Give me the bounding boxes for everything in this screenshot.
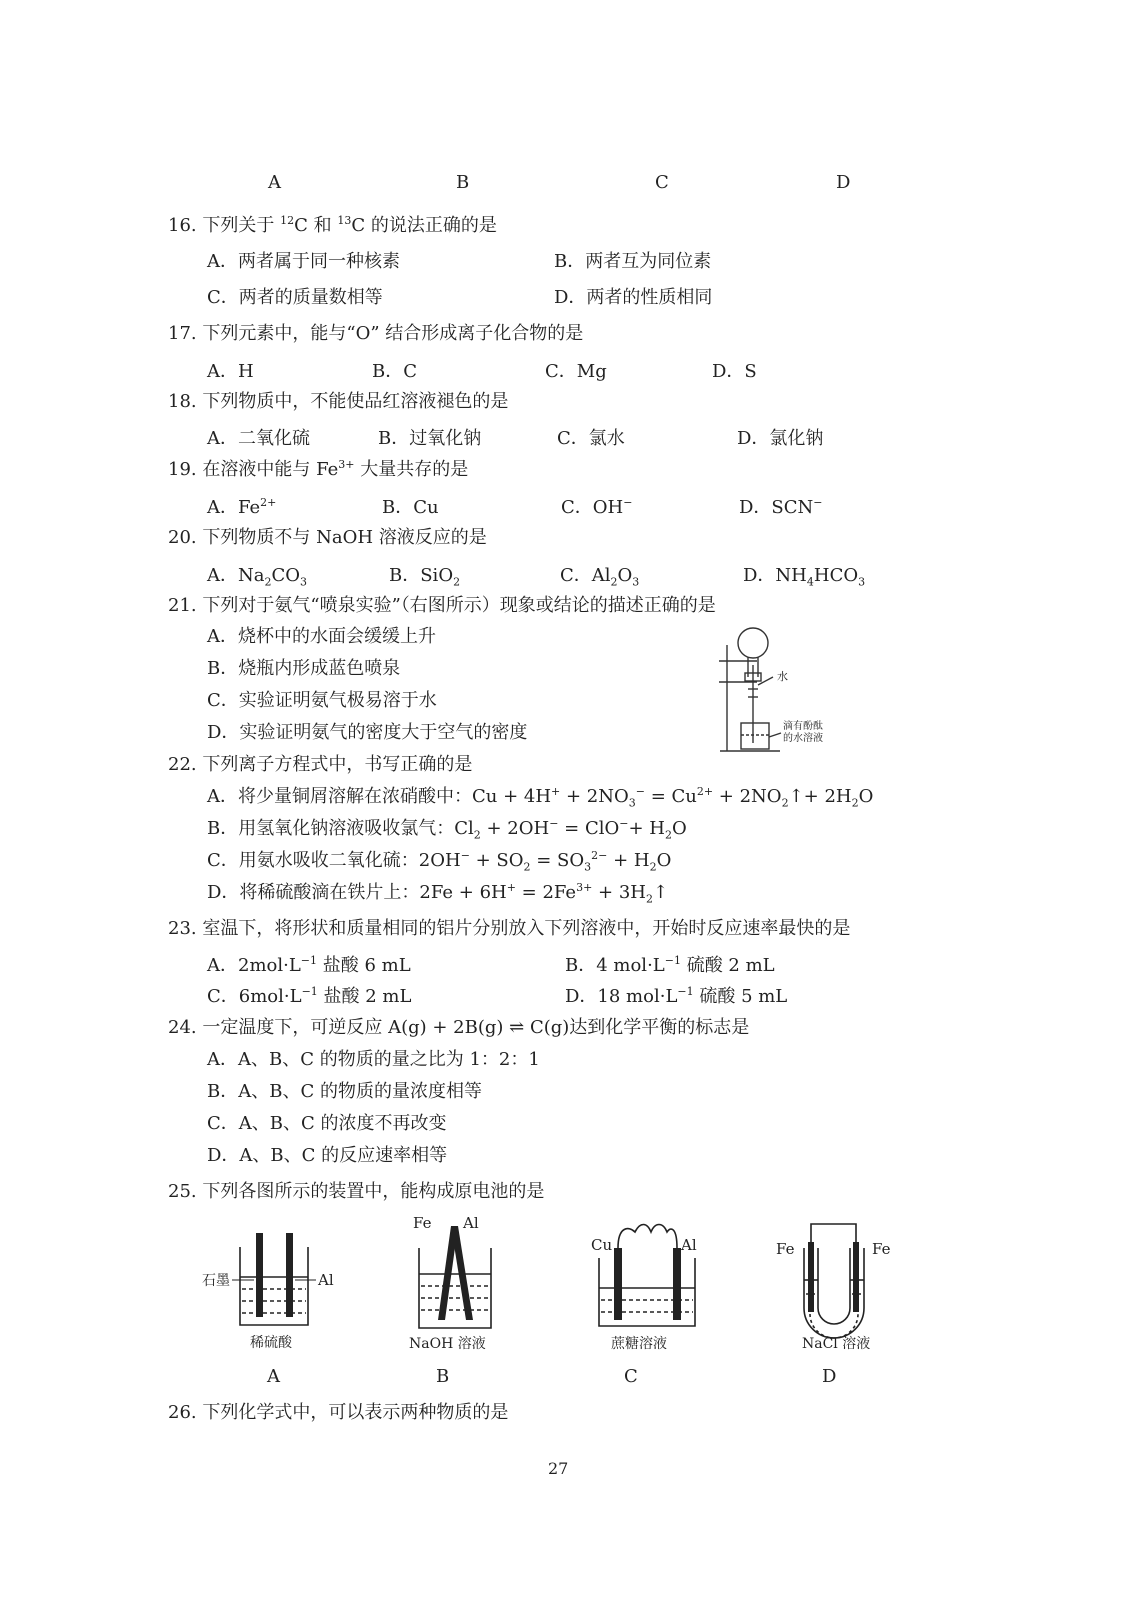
cell-figure-d xyxy=(770,1218,900,1358)
question-22-stem: 22. 下列离子方程式中，书写正确的是 xyxy=(168,754,473,775)
top-label-d: D xyxy=(836,172,851,193)
q24-option-a: A．A、B、C 的物质的量之比为 1：2：1 xyxy=(207,1049,540,1070)
q23-option-c: C．$6mol\cdot L^{-1}$ 盐酸 2 mL xyxy=(207,985,412,1007)
q21-option-b: B．烧瓶内形成蓝色喷泉 xyxy=(207,658,401,679)
fig-b-right-label: Al xyxy=(463,1214,479,1232)
question-17-stem: 17. 下列元素中，能与“O” 结合形成离子化合物的是 xyxy=(168,323,584,344)
q16-option-a: A．两者属于同一种核素 xyxy=(207,251,400,272)
top-label-a: A xyxy=(268,172,281,193)
q22-option-d: D．将稀硫酸滴在铁片上：$2Fe + 6H^+ = 2Fe^{3+}$ + $3H_2↑$ xyxy=(207,881,669,906)
q16-option-c: C．两者的质量数相等 xyxy=(207,287,383,308)
fountain-label-solution-1: 滴有酚酞 xyxy=(783,721,823,732)
q21-option-a: A．烧杯中的水面会缓缓上升 xyxy=(207,626,436,647)
q17-option-b: B．C xyxy=(372,361,417,382)
fig-b-left-label: Fe xyxy=(413,1214,432,1232)
fig-d-left-label: Fe xyxy=(776,1240,795,1258)
page-number: 27 xyxy=(548,1459,569,1478)
fountain-label-solution-2: 的水溶液 xyxy=(783,733,823,744)
fig-b-solution-label: NaOH 溶液 xyxy=(409,1336,486,1352)
q19-option-c: C．OH− xyxy=(561,496,633,518)
q20-option-d: D．$NH_4HCO_3$ xyxy=(743,565,866,589)
fig-c-letter: C xyxy=(624,1366,638,1387)
fig-d-letter: D xyxy=(822,1366,837,1387)
question-23-stem: 23. 室温下，将形状和质量相同的铝片分别放入下列溶液中，开始时反应速率最快的是 xyxy=(168,918,851,939)
q22-option-c: C．用氨水吸收二氧化硫：$2OH^- + SO_2 = SO_3^{2-} + H_2O$ xyxy=(207,849,672,874)
fountain-experiment-figure xyxy=(715,625,840,755)
q17-option-c: C．Mg xyxy=(545,361,607,382)
q20-option-a: A．$Na_2CO_3$ xyxy=(207,565,308,589)
fig-a-solution-label: 稀硫酸 xyxy=(250,1335,292,1351)
q21-option-c: C．实验证明氨气极易溶于水 xyxy=(207,690,437,711)
q18-option-c: C．氯水 xyxy=(557,428,625,449)
fig-d-right-label: Fe xyxy=(872,1240,891,1258)
fig-c-right-label: Al xyxy=(681,1236,697,1254)
question-26-stem: 26. 下列化学式中，可以表示两种物质的是 xyxy=(168,1402,509,1423)
fig-c-solution-label: 蔗糖溶液 xyxy=(611,1336,667,1352)
q24-option-b: B．A、B、C 的物质的量浓度相等 xyxy=(207,1081,482,1102)
q21-option-d: D．实验证明氨气的密度大于空气的密度 xyxy=(207,722,528,743)
q16-option-b: B．两者互为同位素 xyxy=(554,251,712,272)
question-20-stem: 20. 下列物质不与 NaOH 溶液反应的是 xyxy=(168,527,487,548)
fig-a-left-label: 石墨 xyxy=(202,1273,230,1289)
question-21-stem: 21. 下列对于氨气“喷泉实验”（右图所示）现象或结论的描述正确的是 xyxy=(168,595,716,616)
fig-c-left-label: Cu xyxy=(591,1236,613,1254)
fig-b-letter: B xyxy=(436,1366,450,1387)
top-label-c: C xyxy=(655,172,669,193)
q22-option-b: B．用氢氧化钠溶液吸收氯气：$Cl_2 + 2OH^- = ClO^-+ H_2O$ xyxy=(207,817,687,842)
q19-option-b: B．Cu xyxy=(382,497,439,518)
q24-option-d: D．A、B、C 的反应速率相等 xyxy=(207,1145,448,1166)
cell-figure-c xyxy=(585,1218,710,1358)
q20-option-c: C．$Al_2O_3$ xyxy=(560,565,640,589)
q18-option-d: D．氯化钠 xyxy=(737,428,824,449)
question-18-stem: 18. 下列物质中，不能使品红溶液褪色的是 xyxy=(168,391,509,412)
q24-option-c: C．A、B、C 的浓度不再改变 xyxy=(207,1113,447,1134)
q18-option-a: A．二氧化硫 xyxy=(207,428,310,449)
fig-d-solution-label: NaCl 溶液 xyxy=(802,1336,871,1352)
q19-option-a: A．$Fe^{2+}$ xyxy=(207,496,277,518)
q17-option-a: A．H xyxy=(207,361,254,382)
q23-option-a: A．$2mol\cdot L^{-1}$ 盐酸 6 mL xyxy=(207,954,411,976)
fig-a-right-label: Al xyxy=(318,1271,334,1289)
q20-option-b: B．SiO$_2$ xyxy=(389,565,461,589)
q18-option-b: B．过氧化钠 xyxy=(378,428,482,449)
question-25-stem: 25. 下列各图所示的装置中，能构成原电池的是 xyxy=(168,1181,545,1202)
q23-option-b: B．4 $mol\cdot L^{-1}$ 硫酸 2 mL xyxy=(565,954,775,976)
q23-option-d: D．18 $mol\cdot L^{-1}$ 硫酸 5 mL xyxy=(565,985,788,1007)
fountain-label-water: 水 xyxy=(777,670,788,683)
fig-a-letter: A xyxy=(267,1366,280,1387)
q16-option-d: D．两者的性质相同 xyxy=(554,287,713,308)
cell-figure-a xyxy=(200,1225,340,1355)
cell-figure-b xyxy=(405,1212,515,1357)
question-24-stem: 24. 一定温度下，可逆反应 A(g) + 2B(g) ⇌ C(g)达到化学平衡的标志是 xyxy=(168,1017,750,1038)
q22-option-a: A．将少量铜屑溶解在浓硝酸中：$Cu + 4H^+ + 2NO_3^- = Cu^{2+}$ + $2NO_2↑+ 2H_2O$ xyxy=(207,785,874,810)
q19-option-d: D．SCN− xyxy=(739,496,823,518)
question-19-stem: 19. 在溶液中能与 $Fe^{3+}$ 大量共存的是 xyxy=(168,458,469,480)
question-16-stem: 16. 下列关于 $^{12}$C 和 $^{13}$C 的说法正确的是 xyxy=(168,214,497,236)
q17-option-d: D．S xyxy=(712,361,757,382)
top-label-b: B xyxy=(456,172,470,193)
